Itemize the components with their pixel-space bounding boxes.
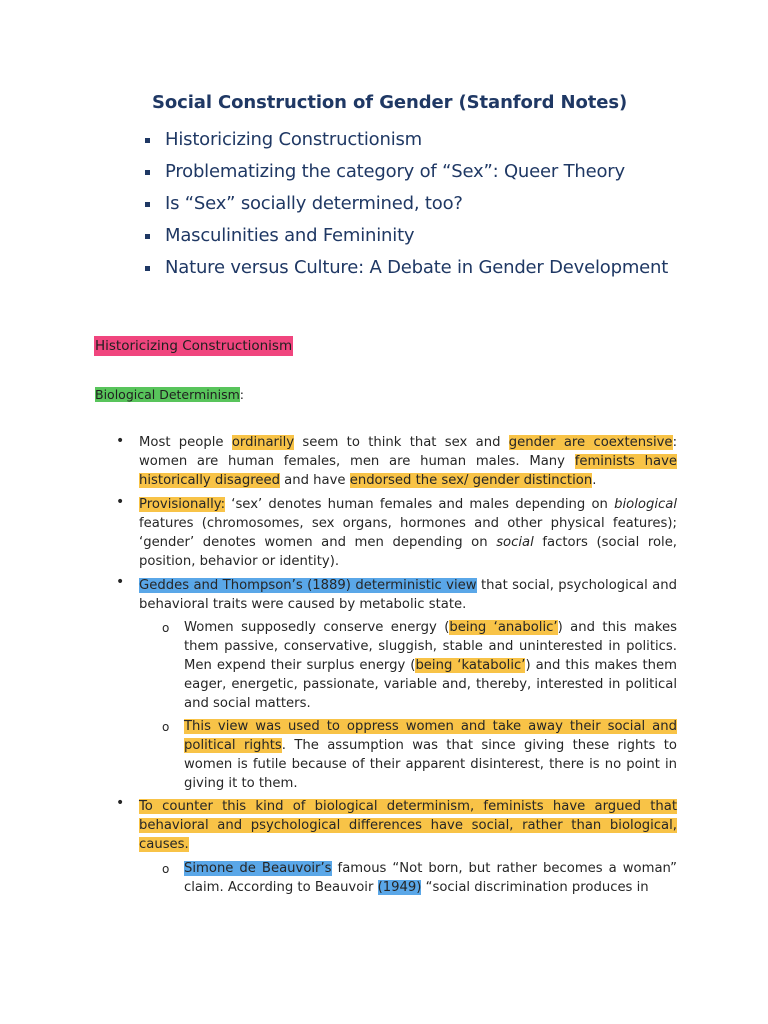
text-run: “social discrimination produces in <box>421 880 649 895</box>
text-run: that social, psychological and behavioral traits were caused by metabolic state. <box>139 578 677 612</box>
highlighted-text: Provisionally: <box>139 497 226 512</box>
highlighted-text: To counter this kind of biological determinism, feminists have argued that behavioral and psychological differences have social, rather than biological, causes. <box>139 799 677 852</box>
sub-bullet-icon: o <box>162 720 170 734</box>
bullet-icon: • <box>116 494 125 510</box>
topic-item: Masculinities and Femininity <box>143 223 668 255</box>
text-run: ‘sex’ denotes human females and males depending on <box>225 497 615 512</box>
text-run: ) and this makes them passive, conservative, sluggish, stable and uninterested in politics. Men expend their surplus energy ( <box>184 620 677 673</box>
sub-bullet-icon: o <box>162 862 170 876</box>
highlighted-text: (1949) <box>377 880 422 895</box>
topic-item: Problematizing the category of “Sex”: Queer Theory <box>143 159 668 191</box>
subheading <box>94 386 245 403</box>
bullet-icon: • <box>116 795 125 811</box>
highlighted-text: feminists have historically disagreed <box>139 454 677 488</box>
text-run: : women are human females, men are human males. Many <box>139 435 678 469</box>
topic-item: Is “Sex” socially determined, too? <box>143 191 668 223</box>
subheading-colon: : <box>239 387 244 402</box>
text-run: Women supposedly conserve energy ( <box>184 620 450 635</box>
text-run: and have <box>279 473 350 488</box>
highlighted-text: being ‘katabolic’ <box>415 658 526 673</box>
topic-item: Historicizing Constructionism <box>143 127 668 159</box>
bullet-icon: • <box>116 433 125 449</box>
section-heading: Historicizing Constructionism <box>95 338 293 354</box>
paragraph <box>184 618 677 713</box>
highlighted-text: This view was used to oppress women and take away their social and political rights <box>184 719 677 753</box>
paragraph <box>184 859 677 897</box>
paragraph <box>139 797 677 854</box>
paragraph <box>184 717 677 793</box>
text-run: seem to think that sex and <box>294 435 509 450</box>
highlighted-text: endorsed the sex/ gender distinction <box>349 473 593 488</box>
topic-list <box>143 127 668 287</box>
text-run: ) and this makes them eager, energetic, passionate, variable and, thereby, interested in political and social matters. <box>184 658 677 711</box>
italic-text: social <box>496 535 534 550</box>
highlighted-text: ordinarily <box>231 435 295 450</box>
sub-bullet-icon: o <box>162 621 170 635</box>
highlighted-text: gender are coextensive <box>508 435 673 450</box>
text-run: factors (social role, position, behavior or identity). <box>139 535 678 569</box>
text-run: famous “Not born, but rather becomes a woman” claim. According to Beauvoir <box>184 861 677 895</box>
paragraph <box>139 576 677 614</box>
text-run: Most people <box>139 435 232 450</box>
highlighted-text: being ‘anabolic’ <box>449 620 558 635</box>
paragraph <box>139 433 677 490</box>
text-run: . The assumption was that since giving these rights to women is futile because of their apparent disinterest, there is no point in giving it to them. <box>184 738 677 791</box>
italic-text: biological <box>614 497 677 512</box>
highlighted-text: Geddes and Thompson’s (1889) deterministic view <box>139 578 477 593</box>
paragraph <box>139 495 677 571</box>
topic-item: Nature versus Culture: A Debate in Gender Development <box>143 255 668 287</box>
bullet-icon: • <box>116 574 125 590</box>
document-title: Social Construction of Gender (Stanford Notes) <box>152 92 628 113</box>
text-run: . <box>592 473 597 488</box>
subheading-text: Biological Determinism <box>95 387 240 402</box>
text-run: features (chromosomes, sex organs, hormones and other physical features); ‘gender’ denotes women and men depending on <box>139 516 677 550</box>
highlighted-text: Simone de Beauvoir’s <box>184 861 332 876</box>
